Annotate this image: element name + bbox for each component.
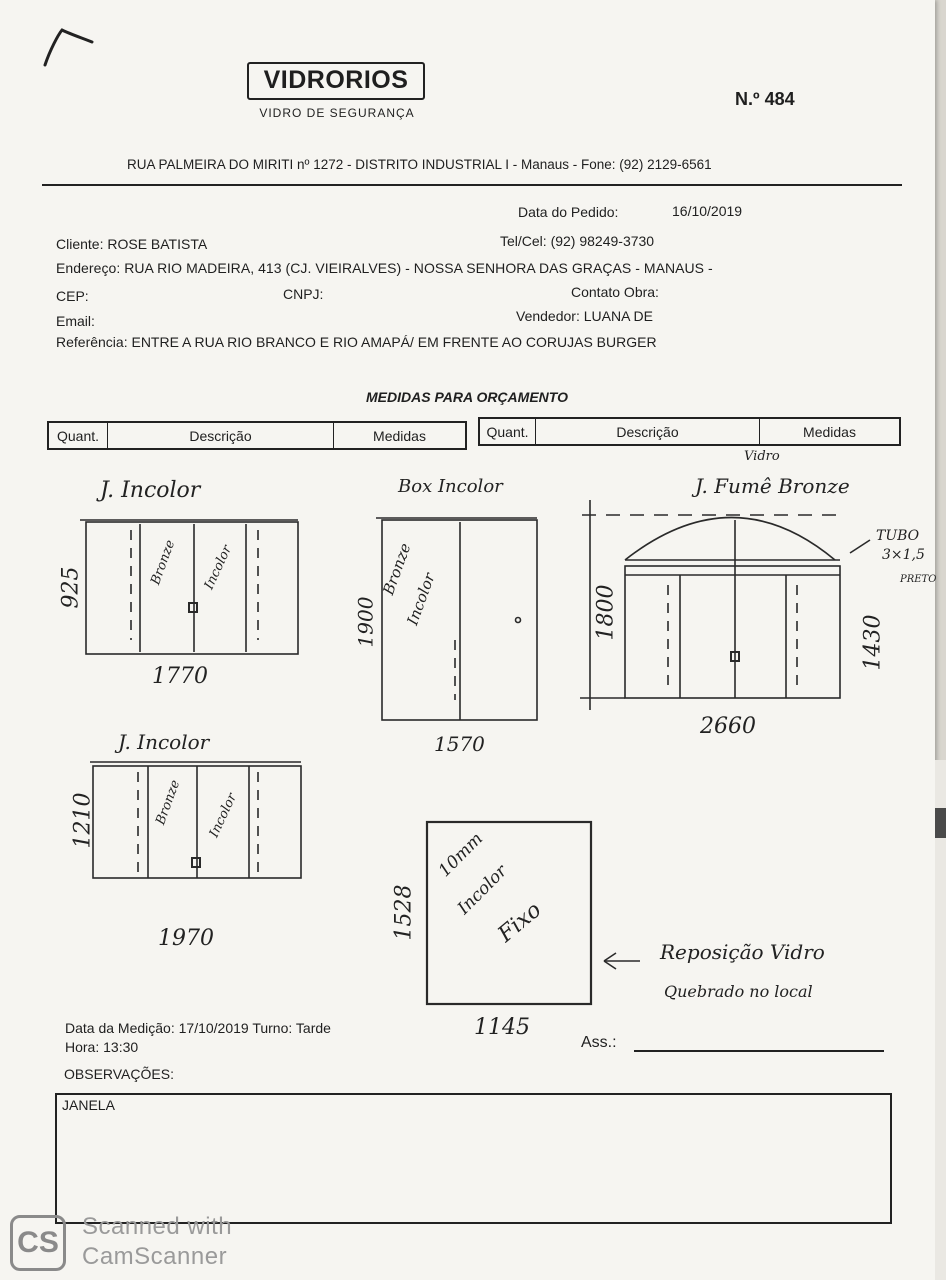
logo-title: VIDRORIOS <box>263 66 409 94</box>
cep-field: CEP: <box>56 288 89 304</box>
watermark-line1: Scanned with <box>82 1213 233 1240</box>
col-quant: Quant. <box>49 423 108 448</box>
order-date-label: Data do Pedido: <box>518 204 619 220</box>
sketch5-line3: Fixo <box>493 897 547 948</box>
sketch4-height: 1210 <box>70 792 96 849</box>
measurement-time: Hora: 13:30 <box>65 1039 139 1055</box>
measurement-date: Data da Medição: 17/10/2019 Turno: Tarde <box>65 1020 331 1036</box>
sketch4-width: 1970 <box>158 926 214 951</box>
sketch3-above-label: Vidro <box>744 449 780 464</box>
sketch1-pane2: Incolor <box>201 543 236 592</box>
logo-subtitle: VIDRO DE SEGURANÇA <box>259 106 415 120</box>
sketch3-height-total: 1800 <box>593 584 619 641</box>
sketch3-arched-window <box>580 500 870 710</box>
client-address: Endereço: RUA RIO MADEIRA, 413 (CJ. VIEIRALVES) - NOSSA SENHORA DAS GRAÇAS - MANAUS - <box>56 260 713 276</box>
observations-label: OBSERVAÇÕES: <box>64 1066 174 1082</box>
company-address: RUA PALMEIRA DO MIRITI nº 1272 - DISTRITO INDUSTRIAL I - Manaus - Fone: (92) 2129-6561 <box>127 157 712 172</box>
seller-field: Vendedor: LUANA DE <box>516 308 653 324</box>
sketch5-height: 1528 <box>391 884 417 941</box>
camscanner-logo: CS <box>10 1215 66 1271</box>
col-quant-right: Quant. <box>480 419 536 444</box>
contact-field: Contato Obra: <box>571 284 659 300</box>
sketch4-window <box>90 762 301 878</box>
sketch4-pane1: Bronze <box>153 778 184 827</box>
background-dark-strip <box>935 808 946 838</box>
background-page-edge <box>935 760 946 1280</box>
sketch5-note1: Reposição Vidro <box>660 940 825 964</box>
reference-field: Referência: ENTRE A RUA RIO BRANCO E RIO AMAPÁ/ EM FRENTE AO CORUJAS BURGER <box>56 334 657 350</box>
sketch4-pane2: Incolor <box>206 791 241 840</box>
measures-title: MEDIDAS PARA ORÇAMENTO <box>366 389 568 405</box>
col-descricao-right: Descrição <box>536 419 760 444</box>
sketch3-width: 2660 <box>700 714 756 739</box>
sketch2-title: Box Incolor <box>398 476 503 497</box>
sketch1-window <box>80 520 298 654</box>
observations-text: JANELA <box>62 1097 115 1113</box>
sketch1-height: 925 <box>58 566 84 609</box>
signature-line <box>634 1050 884 1052</box>
watermark-line2: CamScanner <box>82 1243 228 1270</box>
observations-box <box>55 1093 892 1224</box>
sketch5-line2: Incolor <box>453 861 512 919</box>
sketch3-tube-color: PRETO <box>900 574 937 585</box>
col-medidas-right: Medidas <box>803 423 856 440</box>
sketch2-width: 1570 <box>434 732 485 756</box>
cnpj-field: CNPJ: <box>283 286 324 302</box>
client-name: Cliente: ROSE BATISTA <box>56 236 208 252</box>
sketch2-height: 1900 <box>353 596 378 648</box>
client-phone: Tel/Cel: (92) 98249-3730 <box>500 233 655 249</box>
sketch3-tube-size: 3×1,5 <box>882 547 925 563</box>
col-descricao: Descrição <box>108 423 334 448</box>
signature-label: Ass.: <box>581 1034 617 1051</box>
sketch3-height-frame: 1430 <box>860 614 886 671</box>
sketch5-line1: 10mm <box>434 828 488 882</box>
sketch5-width: 1145 <box>474 1015 530 1040</box>
sketch1-width: 1770 <box>152 664 208 689</box>
sketch5-note2: Quebrado no local <box>664 982 813 1001</box>
sketch3-title: J. Fumê Bronze <box>695 474 850 498</box>
sketch3-tube: TUBO <box>876 528 920 544</box>
col-medidas: Medidas <box>373 427 426 444</box>
order-date-value: 16/10/2019 <box>672 203 743 219</box>
sketch2-pane1: Bronze <box>379 540 415 598</box>
email-field: Email: <box>56 313 95 329</box>
sketch1-title: J. Incolor <box>100 478 201 503</box>
sketch4-title: J. Incolor <box>118 730 210 754</box>
sketch1-pane1: Bronze <box>148 538 179 587</box>
sketch2-pane2: Incolor <box>403 570 439 628</box>
order-number: N.º 484 <box>735 89 795 109</box>
